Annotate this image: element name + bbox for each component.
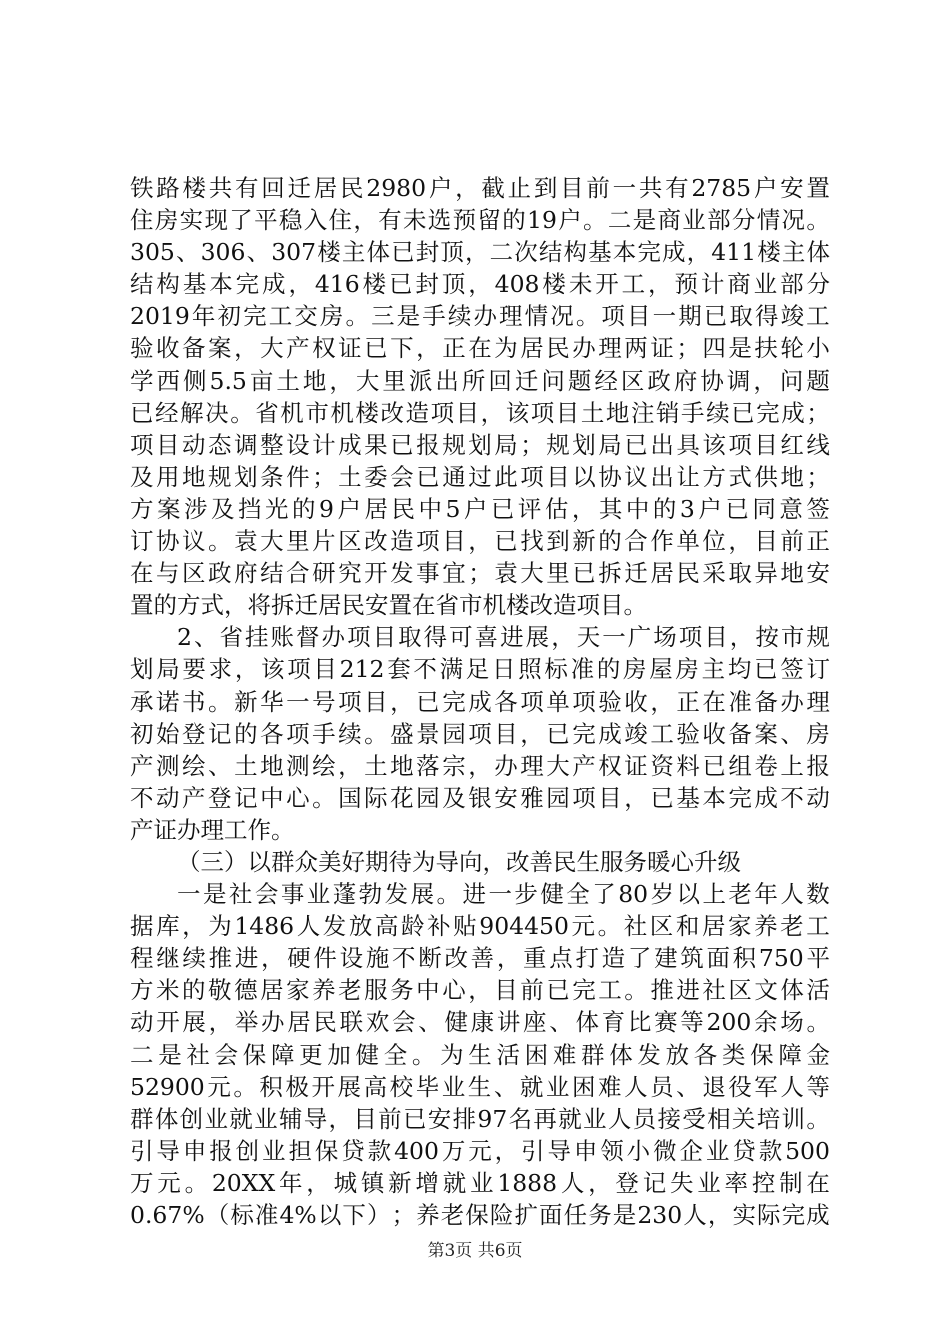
text-line: 学 西 侧 5.5 亩 土 地 ， 大 里 派 出 所 回 迁 问 题 经 区 政 府 协 调 ， 问 题 <box>130 366 830 395</box>
text-line: 初 始 登 记 的 各 项 手 续 。 盛 景 园 项 目 ， 已 完 成 竣 工 验 收 备 案 、 房 <box>130 719 830 748</box>
text-line: 二 是 社 会 保 障 更 加 健 全 。 为 生 活 困 难 群 体 发 放 各 类 保 障 金 <box>130 1040 830 1069</box>
text-line: 0.67% （ 标 准 4% 以 下 ） ； 养 老 保 险 扩 面 任 务 是 230 人 ， 实 际 完 成 <box>130 1201 830 1229</box>
text-line: 2019 年 初 完 工 交 房 。 三 是 手 续 办 理 情 况 。 项 目 一 期 已 取 得 竣 工 <box>130 302 830 331</box>
text-line: 在 与 区 政 府 结 合 研 究 开 发 事 宜 ； 袁 大 里 已 拆 迁 居 民 采 取 异 地 安 <box>130 559 830 588</box>
text-line: 动 开 展 ， 举 办 居 民 联 欢 会 、 健 康 讲 座 、 体 育 比 赛 等 200 余 场 。 <box>130 1008 830 1037</box>
page-footer: 第3页 共6页 <box>427 1241 523 1261</box>
text-line: 结 构 基 本 完 成 ， 416 楼 已 封 顶 ， 408 楼 未 开 工 ， 预 计 商 业 部 分 <box>130 270 830 299</box>
document-body <box>130 172 830 1231</box>
text-line: 方 米 的 敬 德 居 家 养 老 服 务 中 心 ， 目 前 已 完 工 。 推 进 社 区 文 体 活 <box>130 976 830 1005</box>
text-line: 产 测 绘 、 土 地 测 绘 ， 土 地 落 宗 ， 办 理 大 产 权 证 资 料 已 组 卷 上 报 <box>130 751 830 780</box>
text-line: 置的方式，将拆迁居民安置在省市机楼改造项目。 <box>130 591 647 620</box>
text-line: 划 局 要 求 ， 该 项 目 212 套 不 满 足 日 照 标 准 的 房 屋 房 主 均 已 签 订 <box>130 655 830 684</box>
text-line: 一 是 社 会 事 业 蓬 勃 发 展 。 进 一 步 健 全 了 80 岁 以 上 老 年 人 数 <box>177 880 830 909</box>
text-line: 订 协 议 。 袁 大 里 片 区 改 造 项 目 ， 已 找 到 新 的 合 作 单 位 ， 目 前 正 <box>130 527 830 556</box>
text-line: 据 库 ， 为 1486 人 发 放 高 龄 补 贴 904450 元 。 社 区 和 居 家 养 老 工 <box>130 912 830 941</box>
text-line: 方 案 涉 及 挡 光 的 9 户 居 民 中 5 户 已 评 估 ， 其 中 的 3 户 已 同 意 签 <box>130 494 830 523</box>
text-line: 项 目 动 态 调 整 设 计 成 果 已 报 规 划 局 ； 规 划 局 已 出 具 该 项 目 红 线 <box>130 430 830 459</box>
text-line: 已 经 解 决 。 省 机 市 机 楼 改 造 项 目 ， 该 项 目 土 地 注 销 手 续 已 完 成 ； <box>130 398 830 427</box>
text-line: 承 诺 书 。 新 华 一 号 项 目 ， 已 完 成 各 项 单 项 验 收 ， 正 在 准 备 办 理 <box>130 687 830 716</box>
text-line: 引 导 申 报 创 业 担 保 贷 款 400 万 元 ， 引 导 申 领 小 微 企 业 贷 款 500 <box>130 1136 830 1165</box>
text-line: 52900 元 。 积 极 开 展 高 校 毕 业 生 、 就 业 困 难 人 员 、 退 役 军 人 等 <box>130 1072 830 1101</box>
text-line: 2 、 省 挂 账 督 办 项 目 取 得 可 喜 进 展 ， 天 一 广 场 项 目 ， 按 市 规 <box>177 623 830 652</box>
section-heading: （三）以群众美好期待为导向，改善民生服务暖心升级 <box>177 847 741 876</box>
text-line: 305 、 306 、 307 楼 主 体 已 封 顶 ， 二 次 结 构 基 本 完 成 ， 411 楼 主 体 <box>130 238 830 267</box>
text-line: 及 用 地 规 划 条 件 ； 土 委 会 已 通 过 此 项 目 以 协 议 出 让 方 式 供 地 ； <box>130 462 830 491</box>
text-line: 群 体 创 业 就 业 辅 导 ， 目 前 已 安 排 97 名 再 就 业 人 员 接 受 相 关 培 训 。 <box>130 1104 830 1133</box>
text-line: 验 收 备 案 ， 大 产 权 证 已 下 ， 正 在 为 居 民 办 理 两 证 ； 四 是 扶 轮 小 <box>130 334 830 363</box>
text-line: 程 继 续 推 进 ， 硬 件 设 施 不 断 改 善 ， 重 点 打 造 了 建 筑 面 积 750 平 <box>130 944 830 973</box>
text-line: 万 元 。 20XX 年 ， 城 镇 新 增 就 业 1888 人 ， 登 记 失 业 率 控 制 在 <box>130 1168 830 1197</box>
text-line: 产证办理工作。 <box>130 815 295 844</box>
text-line: 不 动 产 登 记 中 心 。 国 际 花 园 及 银 安 雅 园 项 目 ， 已 基 本 完 成 不 动 <box>130 783 830 812</box>
text-line: 铁 路 楼 共 有 回 迁 居 民 2980 户 ， 截 止 到 目 前 一 共 有 2785 户 安 置 <box>130 174 830 202</box>
text-line: 住 房 实 现 了 平 稳 入 住 ， 有 未 选 预 留 的 19 户 。 二 是 商 业 部 分 情 况 。 <box>130 206 830 235</box>
